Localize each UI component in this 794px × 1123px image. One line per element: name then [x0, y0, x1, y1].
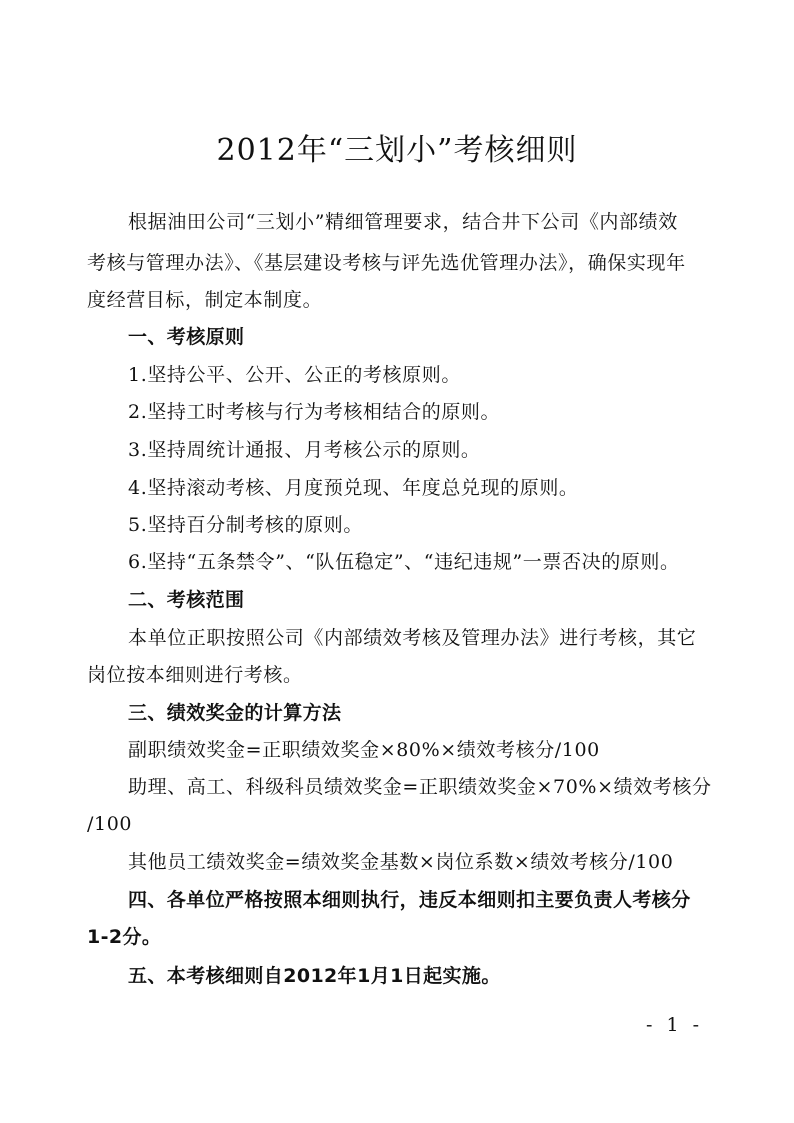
- page-number: - 1 -: [646, 1014, 704, 1036]
- section-heading-bonus: 三、绩效奖金的计算方法: [128, 702, 342, 724]
- section-heading-principles: 一、考核原则: [128, 326, 245, 348]
- section-four-line-2: 1-2分。: [87, 926, 162, 948]
- bonus-formula-other: 其他员工绩效奖金=绩效奖金基数×岗位系数×绩效考核分/100: [128, 851, 674, 873]
- intro-line-2: 考核与管理办法》、《基层建设考核与评先选优管理办法》，确保实现年: [87, 252, 686, 274]
- scope-line-1: 本单位正职按照公司《内部绩效考核及管理办法》进行考核，其它: [128, 627, 697, 649]
- document-title: 2012年“三划小”考核细则: [216, 133, 578, 168]
- principle-item-3: 3.坚持周统计通报、月考核公示的原则。: [128, 439, 481, 461]
- scope-line-2: 岗位按本细则进行考核。: [87, 664, 303, 686]
- principle-item-4: 4.坚持滚动考核、月度预兑现、年度总兑现的原则。: [128, 477, 579, 499]
- intro-line-1: 根据油田公司“三划小”精细管理要求，结合井下公司《内部绩效: [128, 211, 678, 233]
- section-five-line: 五、本考核细则自2012年1月1日起实施。: [128, 965, 501, 987]
- bonus-formula-deputy: 副职绩效奖金=正职绩效奖金×80%×绩效考核分/100: [128, 739, 600, 761]
- section-four-line-1: 四、各单位严格按照本细则执行，违反本细则扣主要负责人考核分: [128, 889, 691, 911]
- principle-item-6: 6.坚持“五条禁令”、“队伍稳定”、“违纪违规”一票否决的原则。: [128, 551, 680, 573]
- section-heading-scope: 二、考核范围: [128, 589, 245, 611]
- bonus-formula-assistant: 助理、高工、科级科员绩效奖金=正职绩效奖金×70%×绩效考核分: [128, 776, 712, 798]
- principle-item-5: 5.坚持百分制考核的原则。: [128, 514, 363, 536]
- principle-item-1: 1.坚持公平、公开、公正的考核原则。: [128, 364, 461, 386]
- intro-line-3: 度经营目标，制定本制度。: [87, 289, 323, 311]
- bonus-formula-assistant-cont: /100: [87, 813, 133, 835]
- principle-item-2: 2.坚持工时考核与行为考核相结合的原则。: [128, 401, 501, 423]
